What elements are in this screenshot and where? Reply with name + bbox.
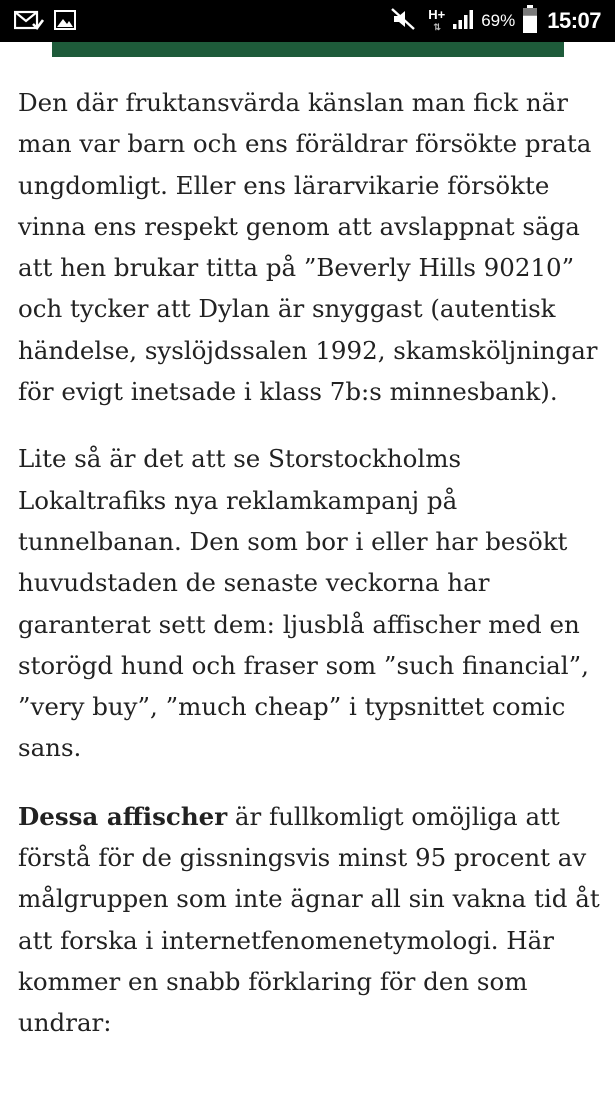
image-icon	[54, 9, 76, 36]
notification-icons	[14, 9, 76, 36]
system-icons	[390, 0, 601, 42]
bold-lead-text: Dessa affischer	[18, 801, 228, 831]
article-paragraph: Den där fruktansvärda känslan man fick när man var barn och ens föräldrar försökte prata ungdomligt. Eller ens lärarvikarie försökte vinna ens respekt genom att avslappnat säga att hen brukar titta på ”Beverly Hills 90210” och tycker att Dylan är snyggast (autentisk händelse, syslöjdssalen 1992, skamsköljningar för evigt inetsade i klass 7b:s minnesbank).	[18, 88, 598, 407]
battery-percent: 69%	[481, 11, 516, 30]
article-banner[interactable]	[52, 42, 564, 57]
clock: 15:07	[547, 8, 601, 33]
status-bar	[0, 0, 615, 42]
mute-icon	[390, 7, 416, 36]
article-paragraph	[18, 796, 603, 1044]
battery-icon	[521, 4, 539, 39]
paragraph-text: är fullkomligt omöjliga att förstå för de gissningsvis minst 95 procent av målgruppen som inte ägnar all sin vakna tid åt att forska i internetfenomenetymologi. Här kommer en snabb förklaring för den som undrar:	[18, 801, 600, 1038]
signal-icon	[451, 7, 477, 36]
email-icon	[14, 9, 44, 36]
article-body	[18, 82, 603, 1044]
network-type: H+ ⇅	[428, 7, 446, 32]
article-paragraph: Lite så är det att se Storstockholms Lokaltrafiks nya reklamkampanj på tunnelbanan. Den som bor i eller har besökt huvudstaden de senaste veckorna har garanterat sett dem: ljusblå affischer med en storögd hund och fraser som ”such financial”, ”very buy”, ”much cheap” i typsnittet comic sans.	[18, 444, 589, 763]
